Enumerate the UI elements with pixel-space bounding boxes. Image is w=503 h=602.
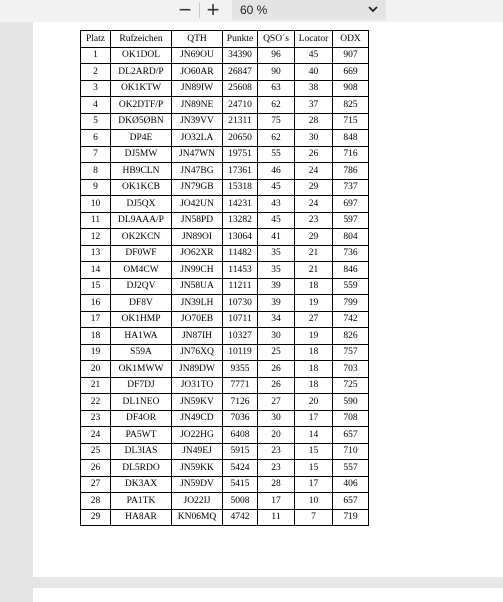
table-header-row [81, 31, 369, 48]
table-cell: 725 [333, 377, 369, 394]
table-cell: KN06MQ [172, 509, 223, 526]
table-cell: 18 [295, 361, 333, 378]
table-cell: 19 [295, 328, 333, 345]
table-cell: JO42UN [172, 196, 223, 213]
table-cell: 5 [81, 113, 111, 130]
table-cell: JN89IW [172, 80, 223, 97]
table-cell: 10711 [223, 311, 258, 328]
table-cell: 6408 [223, 427, 258, 444]
table-cell: 23 [258, 460, 295, 477]
table-cell: 737 [333, 179, 369, 196]
table-cell: 2 [81, 64, 111, 81]
table-cell: JN49CD [172, 410, 223, 427]
table-cell: 7771 [223, 377, 258, 394]
column-header: Platz [81, 31, 111, 48]
table-cell: 22 [81, 394, 111, 411]
table-row [81, 47, 369, 64]
table-cell: 18 [81, 328, 111, 345]
table-cell: 24710 [223, 97, 258, 114]
table-cell: 25 [258, 344, 295, 361]
table-cell: 21 [81, 377, 111, 394]
table-cell: JN49EJ [172, 443, 223, 460]
table-cell: 697 [333, 196, 369, 213]
table-cell: 846 [333, 262, 369, 279]
table-cell: 710 [333, 443, 369, 460]
table-row [81, 295, 369, 312]
table-row [81, 196, 369, 213]
table-row [81, 410, 369, 427]
table-cell: 3 [81, 80, 111, 97]
table-cell: JO22HG [172, 427, 223, 444]
table-cell: 63 [258, 80, 295, 97]
table-cell: 23 [295, 212, 333, 229]
column-header: ODX [333, 31, 369, 48]
table-cell: 7 [295, 509, 333, 526]
minus-icon: − [178, 0, 192, 22]
table-cell: 20650 [223, 130, 258, 147]
table-cell: JN87IH [172, 328, 223, 345]
table-cell: 5424 [223, 460, 258, 477]
table-cell: 786 [333, 163, 369, 180]
column-header: Rufzeichen [111, 31, 172, 48]
table-cell: 29 [295, 179, 333, 196]
chevron-down-icon [368, 4, 378, 16]
table-cell: 17361 [223, 163, 258, 180]
table-cell: PA5WT [111, 427, 172, 444]
table-cell: DKØ5ØBN [111, 113, 172, 130]
table-cell: 18 [295, 278, 333, 295]
table-cell: 15318 [223, 179, 258, 196]
table-cell: JN76XQ [172, 344, 223, 361]
table-cell: JN39VV [172, 113, 223, 130]
next-document-page [33, 588, 503, 602]
table-cell: 38 [295, 80, 333, 97]
table-cell: 21 [295, 262, 333, 279]
results-table [80, 30, 369, 526]
table-cell: 28 [81, 493, 111, 510]
table-cell: 716 [333, 146, 369, 163]
table-cell: 25 [81, 443, 111, 460]
table-cell: 17 [295, 410, 333, 427]
table-cell: 14 [295, 427, 333, 444]
table-cell: 34390 [223, 47, 258, 64]
table-cell: JN89DW [172, 361, 223, 378]
table-row [81, 245, 369, 262]
table-cell: 24 [295, 196, 333, 213]
table-cell: 10730 [223, 295, 258, 312]
table-cell: 29 [295, 229, 333, 246]
table-row [81, 311, 369, 328]
table-cell: DL3IAS [111, 443, 172, 460]
table-cell: HB9CLN [111, 163, 172, 180]
table-cell: JN58PD [172, 212, 223, 229]
table-cell: 75 [258, 113, 295, 130]
column-header: Locator [295, 31, 333, 48]
table-cell: 4742 [223, 509, 258, 526]
table-cell: 10 [295, 493, 333, 510]
table-cell: 39 [258, 295, 295, 312]
table-cell: 703 [333, 361, 369, 378]
table-cell: JN69OU [172, 47, 223, 64]
table-row [81, 179, 369, 196]
table-row [81, 509, 369, 526]
table-cell: DF7DJ [111, 377, 172, 394]
table-row [81, 278, 369, 295]
table-cell: 1 [81, 47, 111, 64]
table-cell: 34 [258, 311, 295, 328]
table-cell: 23 [81, 410, 111, 427]
table-cell: 907 [333, 47, 369, 64]
table-cell: DJ2QV [111, 278, 172, 295]
table-cell: JN59KK [172, 460, 223, 477]
table-cell: JN99CH [172, 262, 223, 279]
table-row [81, 493, 369, 510]
column-header: QTH [172, 31, 223, 48]
table-cell: JN89NE [172, 97, 223, 114]
table-cell: 28 [258, 476, 295, 493]
table-cell: 18 [295, 377, 333, 394]
table-cell: DL9AAA/P [111, 212, 172, 229]
table-cell: 26 [81, 460, 111, 477]
table-cell: 406 [333, 476, 369, 493]
table-row [81, 113, 369, 130]
table-cell: 10327 [223, 328, 258, 345]
zoom-in-button[interactable] [201, 0, 225, 20]
table-row [81, 460, 369, 477]
toolbar-divider [199, 2, 200, 18]
table-cell: OK1DOL [111, 47, 172, 64]
table-cell: 26 [295, 146, 333, 163]
table-cell: DL1NEO [111, 394, 172, 411]
zoom-select[interactable] [232, 0, 386, 20]
table-cell: 8 [81, 163, 111, 180]
table-cell: 826 [333, 328, 369, 345]
table-cell: 62 [258, 130, 295, 147]
zoom-value: 60 % [240, 3, 268, 17]
table-cell: 11211 [223, 278, 258, 295]
table-cell: 15 [81, 278, 111, 295]
table-cell: 15 [295, 443, 333, 460]
table-cell: 14231 [223, 196, 258, 213]
table-cell: 20 [81, 361, 111, 378]
table-cell: 657 [333, 493, 369, 510]
table-cell: 19 [81, 344, 111, 361]
table-cell: 11 [81, 212, 111, 229]
table-row [81, 394, 369, 411]
table-cell: DF4OR [111, 410, 172, 427]
table-cell: HA1WA [111, 328, 172, 345]
table-cell: 715 [333, 113, 369, 130]
table-cell: 719 [333, 509, 369, 526]
table-cell: 9355 [223, 361, 258, 378]
table-cell: 45 [258, 179, 295, 196]
table-cell: 11453 [223, 262, 258, 279]
table-cell: 597 [333, 212, 369, 229]
table-cell: 669 [333, 64, 369, 81]
table-cell: 26847 [223, 64, 258, 81]
table-cell: HA8AR [111, 509, 172, 526]
table-cell: 5915 [223, 443, 258, 460]
table-cell: 27 [258, 394, 295, 411]
table-cell: 657 [333, 427, 369, 444]
table-cell: PA1TK [111, 493, 172, 510]
table-cell: JN47BG [172, 163, 223, 180]
table-cell: 23 [258, 443, 295, 460]
table-cell: 45 [258, 212, 295, 229]
table-cell: 27 [295, 311, 333, 328]
table-cell: 10119 [223, 344, 258, 361]
table-row [81, 476, 369, 493]
table-cell: 43 [258, 196, 295, 213]
table-cell: 7 [81, 146, 111, 163]
table-cell: 55 [258, 146, 295, 163]
table-cell: DL5RDO [111, 460, 172, 477]
table-cell: DF8V [111, 295, 172, 312]
table-row [81, 344, 369, 361]
table-cell: 799 [333, 295, 369, 312]
table-cell: S59A [111, 344, 172, 361]
table-cell: 90 [258, 64, 295, 81]
table-cell: 708 [333, 410, 369, 427]
table-cell: 9 [81, 179, 111, 196]
table-cell: 37 [295, 97, 333, 114]
table-cell: 13282 [223, 212, 258, 229]
table-cell: 908 [333, 80, 369, 97]
table-cell: DJ5MW [111, 146, 172, 163]
table-cell: JO60AR [172, 64, 223, 81]
table-cell: 46 [258, 163, 295, 180]
column-header: Punkte [223, 31, 258, 48]
table-cell: 35 [258, 262, 295, 279]
table-cell: 29 [81, 509, 111, 526]
table-row [81, 377, 369, 394]
table-row [81, 163, 369, 180]
table-row [81, 97, 369, 114]
table-cell: JO70EB [172, 311, 223, 328]
table-cell: 21 [295, 245, 333, 262]
table-cell: 35 [258, 245, 295, 262]
table-cell: 45 [295, 47, 333, 64]
table-cell: OK1KCB [111, 179, 172, 196]
table-cell: JO22IJ [172, 493, 223, 510]
table-row [81, 80, 369, 97]
table-cell: DF0WF [111, 245, 172, 262]
table-cell: DJ5QX [111, 196, 172, 213]
table-cell: 7036 [223, 410, 258, 427]
table-cell: JO62XR [172, 245, 223, 262]
table-cell: 41 [258, 229, 295, 246]
table-cell: 557 [333, 460, 369, 477]
table-row [81, 130, 369, 147]
table-row [81, 212, 369, 229]
table-row [81, 64, 369, 81]
table-cell: 20 [258, 427, 295, 444]
table-cell: 757 [333, 344, 369, 361]
table-cell: JN59KV [172, 394, 223, 411]
table-cell: 26 [258, 361, 295, 378]
table-cell: 62 [258, 97, 295, 114]
table-cell: 11 [258, 509, 295, 526]
table-cell: 26 [258, 377, 295, 394]
table-cell: 40 [295, 64, 333, 81]
table-cell: 6 [81, 130, 111, 147]
table-cell: 5415 [223, 476, 258, 493]
table-cell: OK1HMP [111, 311, 172, 328]
table-cell: 12 [81, 229, 111, 246]
table-row [81, 146, 369, 163]
column-header: QSO´s [258, 31, 295, 48]
table-cell: JN79GB [172, 179, 223, 196]
table-cell: 17 [81, 311, 111, 328]
table-cell: 559 [333, 278, 369, 295]
table-cell: JN39LH [172, 295, 223, 312]
table-cell: 19751 [223, 146, 258, 163]
table-row [81, 361, 369, 378]
table-cell: 848 [333, 130, 369, 147]
table-cell: 14 [81, 262, 111, 279]
table-cell: DL2ARD/P [111, 64, 172, 81]
zoom-out-button[interactable] [173, 0, 197, 20]
table-cell: 18 [295, 344, 333, 361]
table-cell: 15 [295, 460, 333, 477]
table-cell: 27 [81, 476, 111, 493]
plus-icon: + [206, 0, 220, 22]
table-cell: JO31TO [172, 377, 223, 394]
table-cell: 19 [295, 295, 333, 312]
table-cell: 30 [295, 130, 333, 147]
table-cell: 825 [333, 97, 369, 114]
table-cell: OK2KCN [111, 229, 172, 246]
table-row [81, 229, 369, 246]
table-cell: OK1KTW [111, 80, 172, 97]
table-cell: 4 [81, 97, 111, 114]
table-cell: 30 [258, 328, 295, 345]
table-cell: 16 [81, 295, 111, 312]
table-cell: 28 [295, 113, 333, 130]
table-cell: OK2DTF/P [111, 97, 172, 114]
table-cell: 24 [295, 163, 333, 180]
table-cell: DK3AX [111, 476, 172, 493]
table-row [81, 262, 369, 279]
table-row [81, 443, 369, 460]
table-cell: 5008 [223, 493, 258, 510]
table-cell: 96 [258, 47, 295, 64]
table-cell: DP4E [111, 130, 172, 147]
table-cell: 10 [81, 196, 111, 213]
table-cell: OK1MWW [111, 361, 172, 378]
table-cell: 590 [333, 394, 369, 411]
table-cell: 13 [81, 245, 111, 262]
table-cell: 742 [333, 311, 369, 328]
table-cell: 21311 [223, 113, 258, 130]
table-row [81, 328, 369, 345]
table-cell: 25608 [223, 80, 258, 97]
table-cell: JN47WN [172, 146, 223, 163]
table-cell: JO32LA [172, 130, 223, 147]
table-cell: 17 [258, 493, 295, 510]
table-cell: 39 [258, 278, 295, 295]
document-page [33, 22, 503, 577]
table-cell: 20 [295, 394, 333, 411]
table-cell: 11482 [223, 245, 258, 262]
table-cell: JN59DV [172, 476, 223, 493]
table-cell: 24 [81, 427, 111, 444]
table-cell: 804 [333, 229, 369, 246]
table-cell: 30 [258, 410, 295, 427]
table-cell: 736 [333, 245, 369, 262]
table-row [81, 427, 369, 444]
table-cell: JN89OI [172, 229, 223, 246]
table-cell: OM4CW [111, 262, 172, 279]
table-body [81, 47, 369, 526]
table-cell: 13064 [223, 229, 258, 246]
table-cell: 7126 [223, 394, 258, 411]
table-cell: 17 [295, 476, 333, 493]
pdf-toolbar [0, 0, 503, 22]
table-cell: JN58UA [172, 278, 223, 295]
